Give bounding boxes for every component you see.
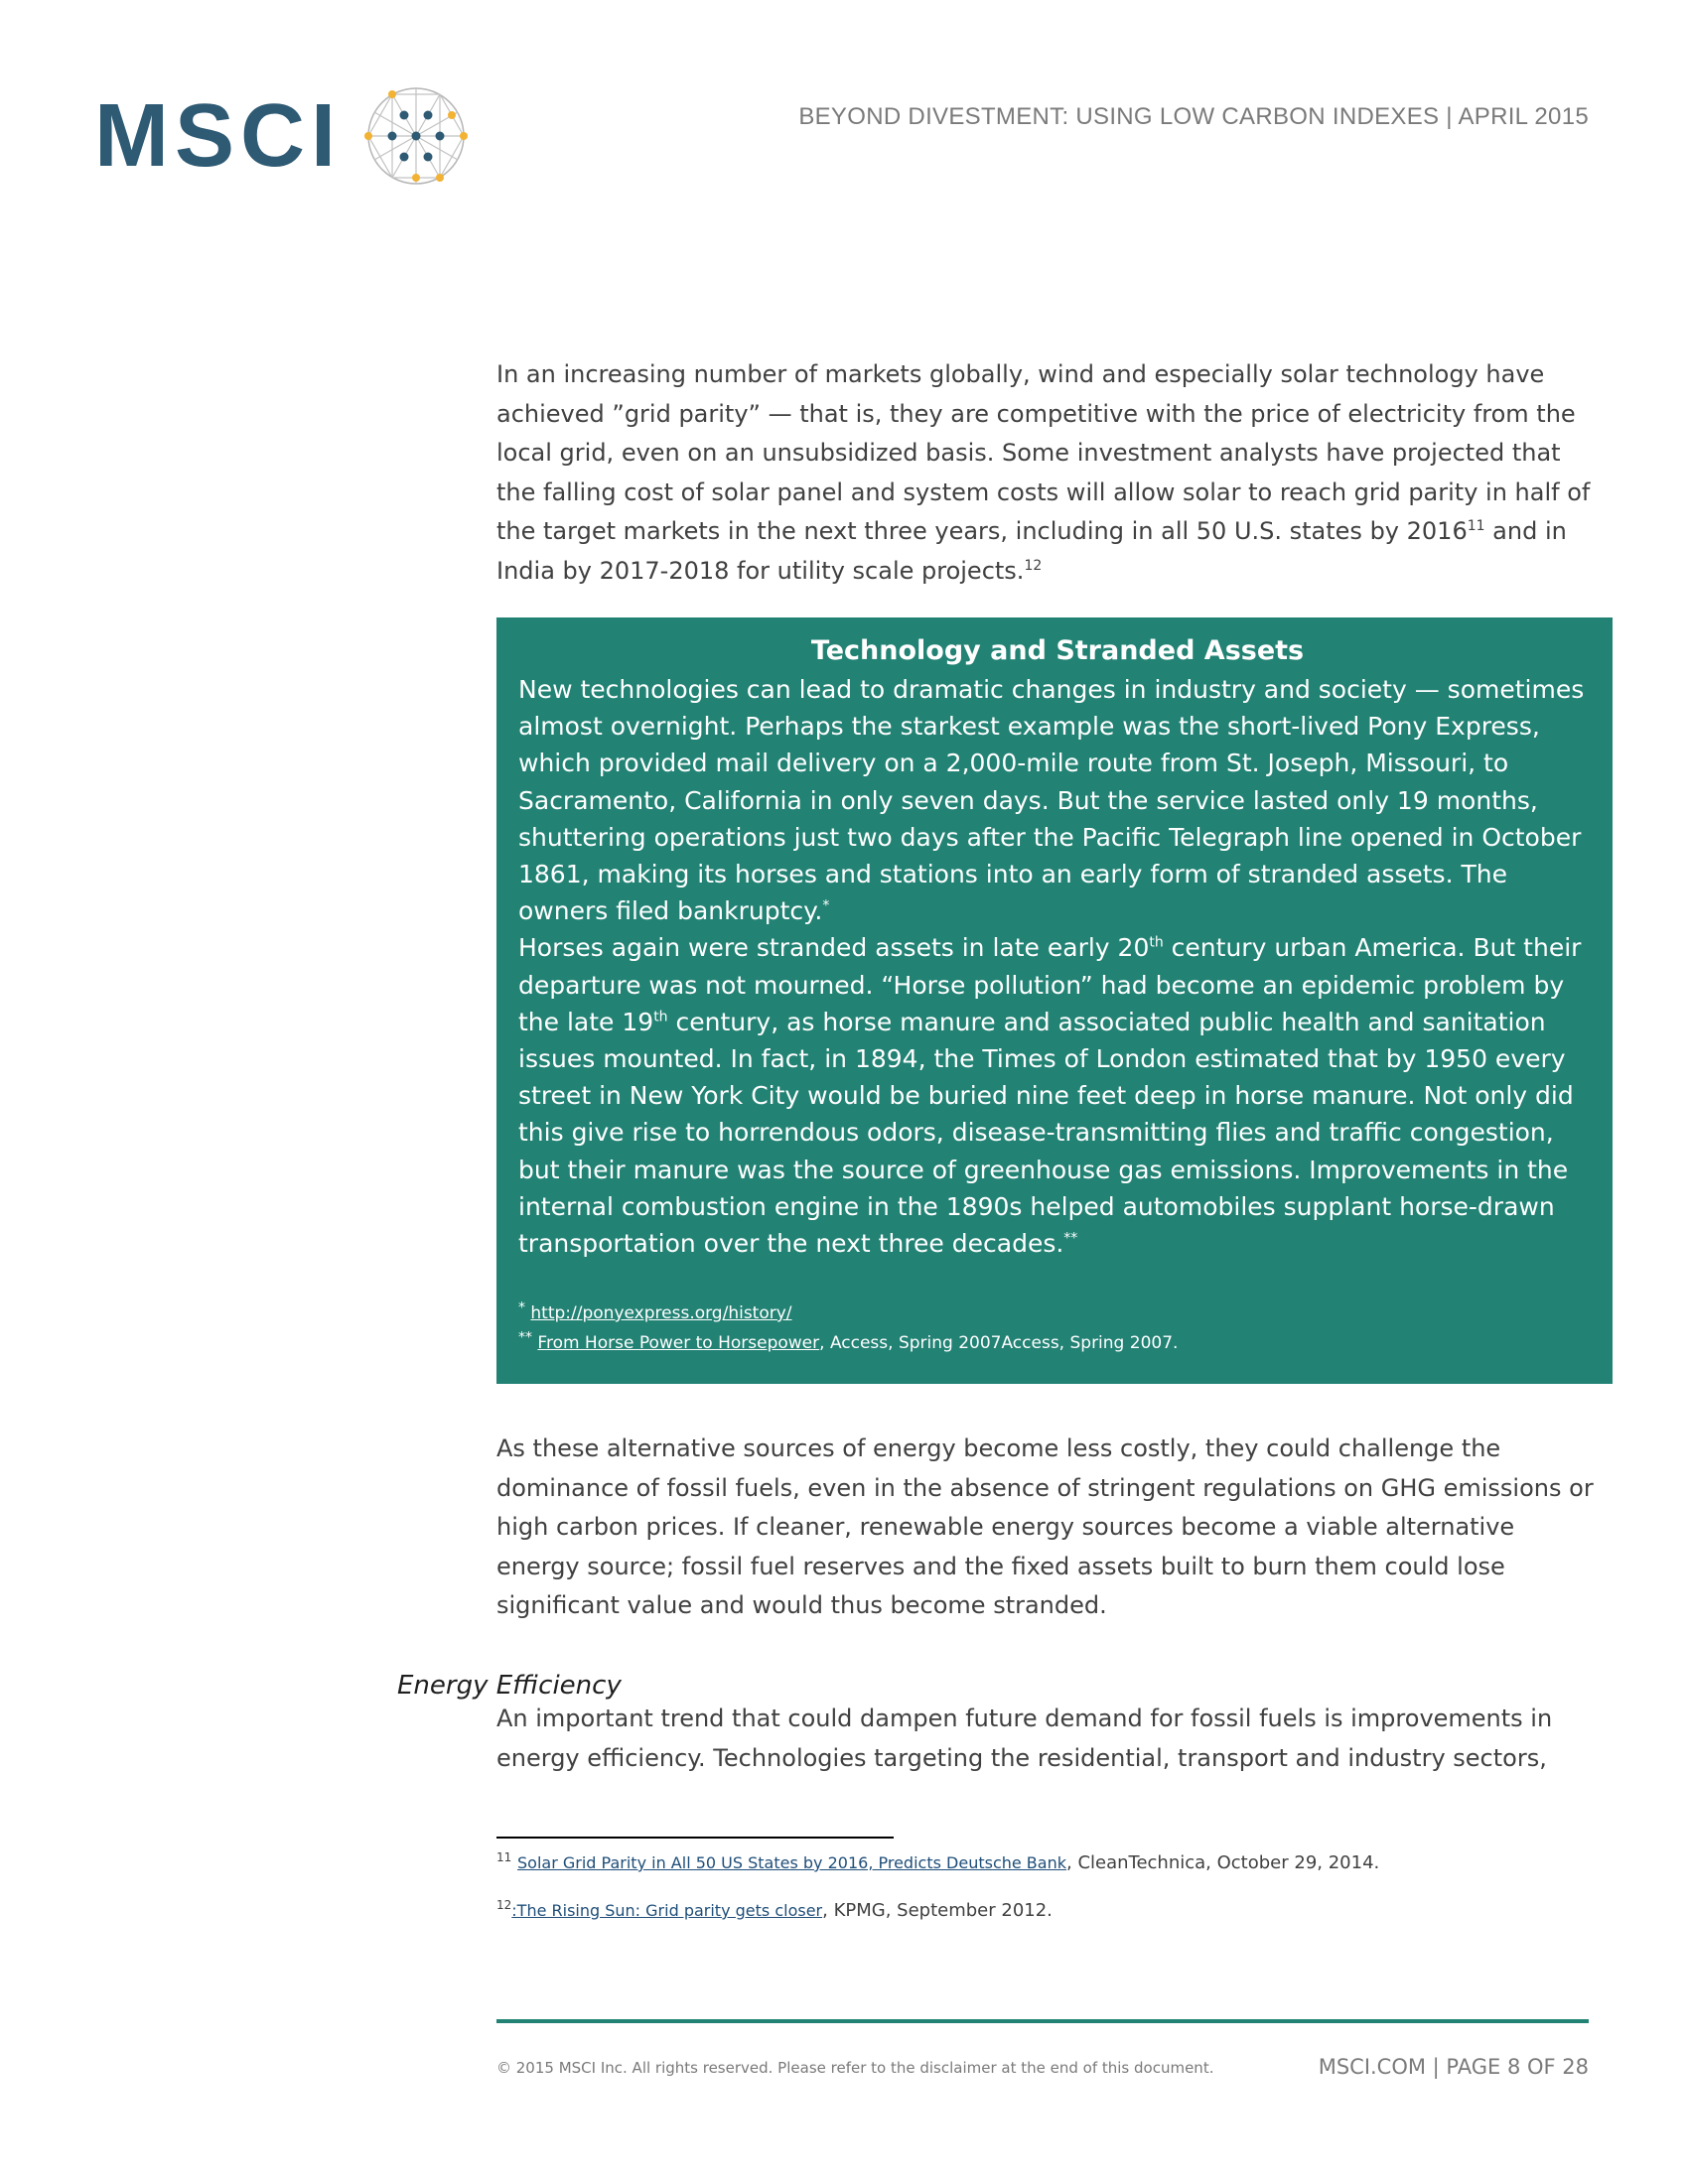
box-note-2: [518, 1328, 1178, 1358]
alternative-energy-paragraph: As these alternative sources of energy become less costly, they could challenge the dominance of fossil fuels, even in the absence of stringent regulations on GHG emissions or high carbon prices. If cleaner, renewable energy sources become a viable alternative energy source; fossil fuel reserves and the fixed assets built to burn them could lose significant value and would thus become stranded.: [496, 1434, 1594, 1619]
footnote-11-link[interactable]: Solar Grid Parity in All 50 US States by 2016, Predicts Deutsche Bank: [517, 1853, 1066, 1872]
energy-efficiency-heading: Energy Efficiency: [397, 1671, 622, 1701]
box-title: Technology and Stranded Assets: [810, 635, 1305, 666]
footer-page-number: MSCI.COM | PAGE 8 OF 28: [1318, 2055, 1589, 2079]
footnote-ref-11[interactable]: 11: [1467, 518, 1485, 534]
footnote-separator: [496, 1837, 894, 1839]
document-header-title: BEYOND DIVESTMENT: USING LOW CARBON INDEXES | APRIL 2015: [798, 103, 1589, 130]
box-ref-star: *: [822, 897, 830, 914]
box-paragraph-horses: [518, 929, 1597, 1262]
footnote-11-source: , CleanTechnica, October 29, 2014.: [1066, 1852, 1380, 1873]
box-p2-text-b: century urban America. But their departure was not mourned. “Horse pollution” had become an epidemic problem by the late 19: [518, 933, 1582, 1036]
footnote-12-link[interactable]: :The Rising Sun: Grid parity gets closer: [511, 1901, 823, 1920]
box-notes: [518, 1298, 1178, 1358]
footnote-11-number: 11: [496, 1850, 512, 1864]
box-note-1: [518, 1298, 1178, 1328]
horse-power-link[interactable]: From Horse Power to Horsepower: [537, 1333, 820, 1353]
footnote-12-number: 12: [496, 1898, 512, 1912]
footnote-12-source: , KPMG, September 2012.: [822, 1900, 1053, 1921]
logo-wordmark: MSCI: [94, 86, 342, 186]
box-note-1-mark: *: [518, 1299, 525, 1316]
box-note-2-rest: , Access, Spring 2007Access, Spring 2007.: [819, 1333, 1179, 1353]
intro-text-a: In an increasing number of markets globally, wind and especially solar technology have achieved ”grid parity” — that is, they are competitive with the price of electricity from the local grid, even on an unsubsidized basis. Some investment analysts have projected that the falling cost of solar panel and system costs will allow solar to reach grid parity in half of the target markets in the next three years, including in all 50 U.S. states by 2016: [496, 360, 1591, 545]
footnote-11: [496, 1850, 1379, 1873]
box-p2-text-c: century, as horse manure and associated public health and sanitation issues mounted. In fact, in 1894, the Times of London estimated that by 1950 every street in New York City would be buried nine feet deep in horse manure. Not only did this give rise to horrendous odors, disease-transmitting flies and traffic congestion, but their manure was the source of greenhouse gas emissions. Improvements in the internal combustion engine in the 1890s helped automobiles supplant horse-drawn transportation over the next three decades.: [518, 1007, 1574, 1259]
box-p1-text: New technologies can lead to dramatic changes in industry and society — sometimes almost overnight. Perhaps the starkest example was the short-lived Pony Express, which provided mail delivery on a 2,000-mile route from St. Joseph, Missouri, to Sacramento, California in only seven days. But the service lasted only 19 months, shuttering operations just two days after the Pacific Telegraph line opened in October 1861, making its horses and stations into an early form of stranded assets. The owners filed bankruptcy.: [518, 675, 1585, 926]
box-paragraph-pony-express: [518, 671, 1597, 929]
intro-text-b: and in India by 2017-2018 for utility scale projects.: [496, 517, 1567, 585]
intro-paragraph: [496, 355, 1599, 591]
box-note-2-mark: **: [518, 1329, 532, 1346]
globe-icon: [361, 81, 471, 191]
box-p2-sup-2: th: [653, 1009, 668, 1025]
footer-divider: [496, 2019, 1589, 2023]
technology-stranded-assets-box: [496, 617, 1613, 1384]
footer-copyright: © 2015 MSCI Inc. All rights reserved. Please refer to the disclaimer at the end of this document.: [496, 2059, 1214, 2077]
footnote-ref-12[interactable]: 12: [1024, 557, 1043, 574]
ponyexpress-link[interactable]: http://ponyexpress.org/history/: [530, 1303, 792, 1323]
energy-efficiency-paragraph: An important trend that could dampen future demand for fossil fuels is improvements in energy efficiency. Technologies targeting the residential, transport and industry sectors,: [496, 1705, 1553, 1772]
box-ref-double-star: **: [1063, 1230, 1078, 1247]
footnote-12: [496, 1898, 1053, 1921]
box-p2-text-a: Horses again were stranded assets in late early 20: [518, 933, 1150, 963]
msci-logo: [94, 81, 471, 191]
box-p2-sup-1: th: [1149, 935, 1164, 952]
